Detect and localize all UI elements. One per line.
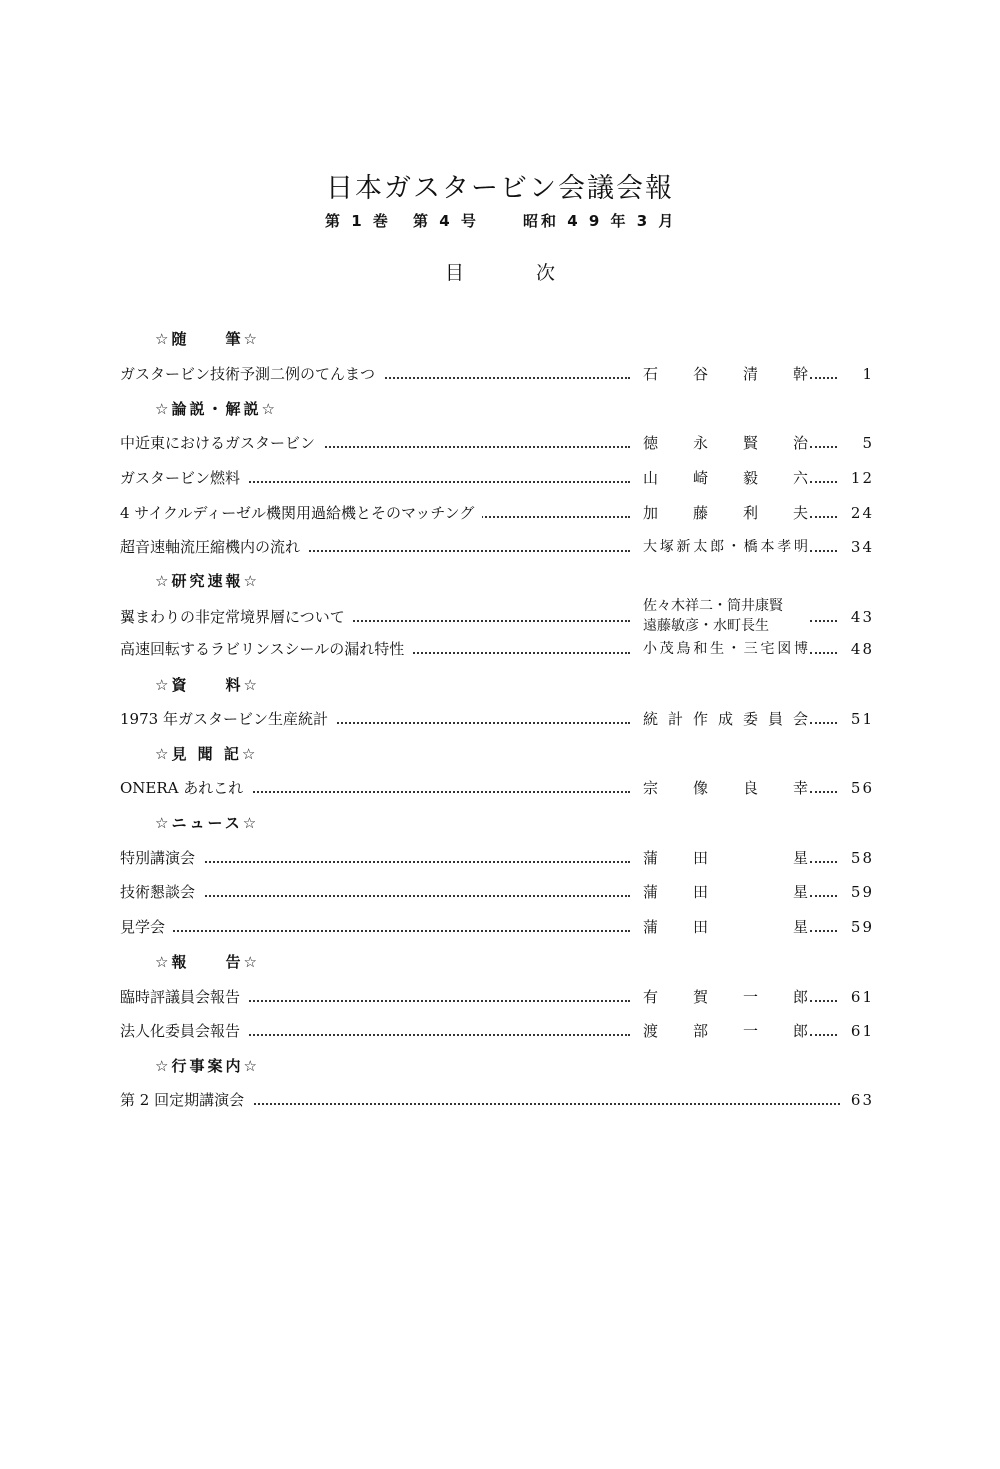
entry-title: 4 サイクルディーゼル機関用過給機とそのマッチング [120,502,482,524]
toc-entry[interactable] [0,881,1000,911]
dot-leader [810,930,837,932]
entry-author: 小茂鳥和生・三宅図博 [643,641,808,657]
toc-entry[interactable] [0,916,1000,946]
section-articles: ☆論説・解説☆ [155,400,278,418]
toc-heading-char-1: 目 [445,262,465,284]
toc-entry[interactable] [0,847,1000,877]
entry-page: 12 [850,469,874,487]
entry-author: 統計作成委員会 [643,710,808,728]
dot-leader [810,550,837,552]
dot-leader [810,620,837,622]
toc-entry[interactable] [0,502,1000,532]
entry-page: 1 [862,365,874,383]
dot-leader [810,1034,837,1036]
dot-leader [810,861,837,863]
dot-leader [130,861,630,863]
dot-leader [810,446,837,448]
entry-title: ガスタービン燃料 [120,467,248,489]
entry-title: 1973 年ガスタービン生産統計 [120,708,336,730]
entry-author: 石谷清幹 [643,365,808,383]
toc-entry[interactable] [0,777,1000,807]
entry-author: 蒲田 星 [643,849,808,867]
entry-author: 蒲田 星 [643,883,808,901]
entry-title: 翼まわりの非定常境界層について [120,606,353,628]
entry-page: 51 [850,710,874,728]
toc-entry[interactable] [0,708,1000,738]
section-data: ☆資 料☆ [155,676,260,694]
entry-author-line-2: 遠藤敏彦・水町長生 [643,618,769,634]
entry-author: 山崎毅六 [643,469,808,487]
dot-leader [810,791,837,793]
entry-title: 技術懇談会 [120,881,203,903]
issue-date: 昭和 4 9 年 3 月 [523,212,677,230]
entry-title: 法人化委員会報告 [120,1020,248,1042]
dot-leader [810,722,837,724]
dot-leader [810,895,837,897]
dot-leader [130,895,630,897]
toc-entry[interactable] [0,432,1000,462]
section-travelogue: ☆見 聞 記☆ [155,745,259,763]
entry-author: 有賀一郎 [643,988,808,1006]
entry-page: 59 [850,883,874,901]
entry-author-line-1: 佐々木祥二・筒井康賢 [643,598,783,614]
dot-leader [810,652,837,654]
toc-entry[interactable] [0,598,1000,636]
entry-author: 蒲田 星 [643,918,808,936]
entry-page: 59 [850,918,874,936]
toc-entry[interactable] [0,986,1000,1016]
issue-number: 第 4 号 [413,212,479,230]
volume-number: 第 1 巻 [325,212,391,230]
toc-entry[interactable] [0,638,1000,668]
entry-title: ONERA あれこれ [120,777,251,799]
entry-page: 48 [850,640,874,658]
entry-author: 渡部一郎 [643,1022,808,1040]
dot-leader [130,930,630,932]
entry-author: 大塚新太郎・橋本孝明 [643,539,808,555]
entry-page: 61 [850,988,874,1006]
entry-page: 43 [850,608,874,626]
dot-leader [810,1000,837,1002]
entry-page: 58 [850,849,874,867]
toc-entry[interactable] [0,467,1000,497]
entry-page: 34 [850,538,874,556]
entry-title: 超音速軸流圧縮機内の流れ [120,536,308,558]
section-reports: ☆報 告☆ [155,953,260,971]
dot-leader [810,481,837,483]
toc-entry[interactable] [0,1020,1000,1050]
entry-title: 臨時評議員会報告 [120,986,248,1008]
entry-page: 61 [850,1022,874,1040]
entry-author: 加藤利夫 [643,504,808,522]
entry-page: 56 [850,779,874,797]
entry-author: 徳永賢治 [643,434,808,452]
section-research: ☆研究速報☆ [155,572,260,590]
entry-page: 24 [850,504,874,522]
entry-title: 第 2 回定期講演会 [120,1089,252,1111]
journal-title: 日本ガスタービン会議会報 [326,173,674,204]
entry-title: 高速回転するラビリンスシールの漏れ特性 [120,638,412,660]
entry-title: 見学会 [120,916,173,938]
entry-title: ガスタービン技術予測二例のてんまつ [120,363,383,385]
toc-entry[interactable] [0,363,1000,393]
entry-author: 宗像良幸 [643,779,808,797]
section-essay: ☆随 筆☆ [155,330,260,348]
entry-title: 中近東におけるガスタービン [120,432,323,454]
entry-page: 63 [850,1091,874,1109]
toc-entry[interactable] [0,1089,1000,1119]
dot-leader [810,377,837,379]
entry-title: 特別講演会 [120,847,203,869]
section-news: ☆ニュース☆ [155,814,260,832]
entry-page: 5 [862,434,874,452]
entry-author [643,596,808,636]
dot-leader [810,516,837,518]
section-events: ☆行事案内☆ [155,1057,260,1075]
toc-heading-char-2: 次 [536,262,556,284]
toc-entry[interactable] [0,536,1000,566]
